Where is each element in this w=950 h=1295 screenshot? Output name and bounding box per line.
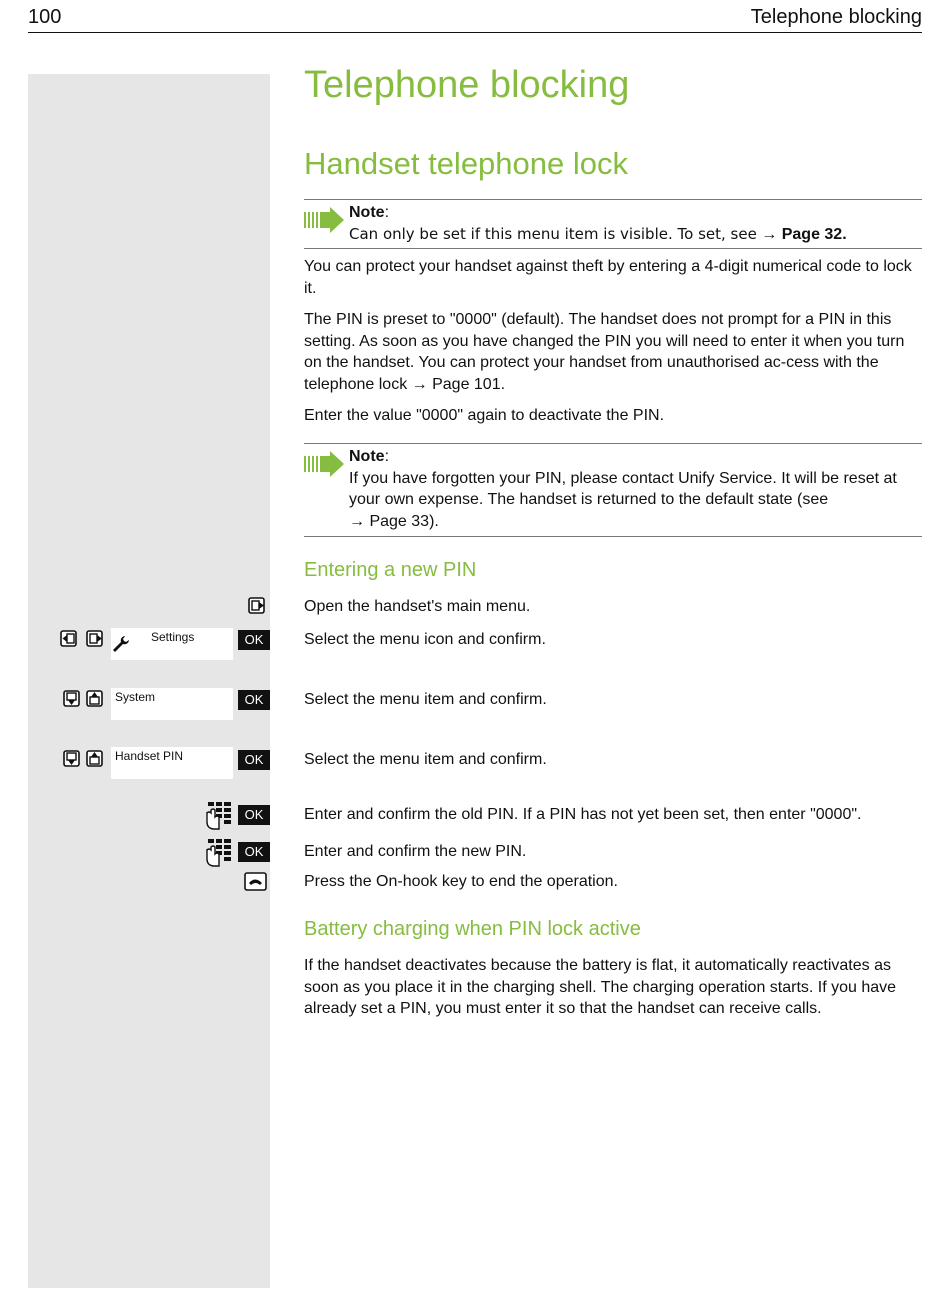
subsection-title: Battery charging when PIN lock active bbox=[304, 918, 641, 940]
running-title: Telephone blocking bbox=[750, 6, 922, 28]
subsection-title: Entering a new PIN bbox=[304, 559, 477, 581]
note-arrow-icon bbox=[304, 207, 346, 233]
nav-up-key-icon[interactable] bbox=[86, 750, 104, 768]
menu-label: System bbox=[115, 690, 156, 704]
step-select-icon: Select the menu icon and confirm. bbox=[304, 631, 546, 648]
step-open-menu: Open the handset's main menu. bbox=[304, 598, 531, 615]
note-arrow-icon bbox=[304, 451, 346, 477]
page-number: 100 bbox=[28, 6, 62, 28]
ok-button[interactable]: OK bbox=[238, 842, 270, 862]
note-rule-top bbox=[304, 443, 922, 444]
nav-up-key-icon[interactable] bbox=[86, 690, 104, 708]
chapter-title: Telephone blocking bbox=[304, 64, 630, 106]
nav-right-key-icon[interactable] bbox=[86, 630, 104, 648]
note-rule-bottom bbox=[304, 248, 922, 249]
keypad-icon[interactable] bbox=[204, 839, 232, 869]
note-2: Note: If you have forgotten your PIN, please contact Unify Service. It will be reset at your own expense. The handset is returned to the default state (see → Page 33). bbox=[349, 448, 897, 530]
note-text: Can only be set if this menu item is visible. To set, see bbox=[349, 224, 757, 243]
menu-item-settings[interactable] bbox=[111, 628, 233, 660]
step-select-system: Select the menu item and confirm. bbox=[304, 691, 547, 708]
ok-button[interactable]: OK bbox=[238, 750, 270, 770]
menu-key-icon[interactable] bbox=[248, 597, 266, 615]
step-enter-old-pin: Enter and confirm the old PIN. If a PIN has not yet been set, then enter "0000". bbox=[304, 806, 862, 823]
nav-down-key-icon[interactable] bbox=[63, 750, 81, 768]
margin-column bbox=[28, 74, 270, 1288]
ok-button[interactable]: OK bbox=[238, 690, 270, 710]
intro-paragraph-1: You can protect your handset against theft by entering a 4-digit numerical code to lock it. bbox=[304, 258, 912, 297]
menu-item-system[interactable] bbox=[111, 688, 233, 720]
page-link[interactable]: Page 32. bbox=[781, 225, 847, 243]
note-rule-bottom bbox=[304, 536, 922, 537]
note-label: Note bbox=[349, 204, 385, 221]
intro-paragraph-2: The PIN is preset to "0000" (default). The handset does not prompt for a PIN in this setting. As soon as you have changed the PIN you will need to enter it when you turn on the handset. You can protect your handset from unauthorised ac-cess with the telephone lock → Page 101. bbox=[304, 311, 905, 393]
keypad-icon[interactable] bbox=[204, 802, 232, 832]
menu-label: Settings bbox=[151, 630, 195, 644]
section-title: Handset telephone lock bbox=[304, 146, 629, 181]
on-hook-key-icon[interactable] bbox=[244, 872, 267, 891]
menu-item-handset-pin[interactable] bbox=[111, 747, 233, 779]
arrow-glyph: → bbox=[349, 512, 365, 530]
ok-button[interactable]: OK bbox=[238, 805, 270, 825]
page-link[interactable]: Page 101. bbox=[432, 375, 506, 393]
header-rule bbox=[28, 32, 922, 33]
ok-button[interactable]: OK bbox=[238, 630, 270, 650]
battery-paragraph: If the handset deactivates because the battery is flat, it automatically reactivates as soon as you place it in the charging shell. The charging operation starts. If you have already set a PIN, you must enter it so that the handset can receive calls. bbox=[304, 957, 897, 1017]
nav-left-key-icon[interactable] bbox=[60, 630, 78, 648]
step-on-hook: Press the On-hook key to end the operation. bbox=[304, 873, 618, 890]
intro-paragraph-3: Enter the value "0000" again to deactivate the PIN. bbox=[304, 407, 665, 424]
note-rule-top bbox=[304, 199, 922, 200]
page-link[interactable]: Page 33). bbox=[369, 512, 439, 530]
nav-down-key-icon[interactable] bbox=[63, 690, 81, 708]
step-select-handset-pin: Select the menu item and confirm. bbox=[304, 751, 547, 768]
arrow-glyph: → bbox=[761, 225, 778, 243]
step-enter-new-pin: Enter and confirm the new PIN. bbox=[304, 843, 527, 860]
menu-label: Handset PIN bbox=[115, 749, 184, 763]
note-text: If you have forgotten your PIN, please contact Unify Service. It will be reset at your own expense. The handset is returned to the default state (see bbox=[349, 469, 897, 508]
note-1: Note: Can only be set if this menu item is visible. To set, see → Page 32. bbox=[349, 204, 847, 243]
note-label: Note bbox=[349, 448, 385, 465]
wrench-icon bbox=[111, 634, 131, 654]
arrow-glyph: → bbox=[411, 375, 428, 393]
